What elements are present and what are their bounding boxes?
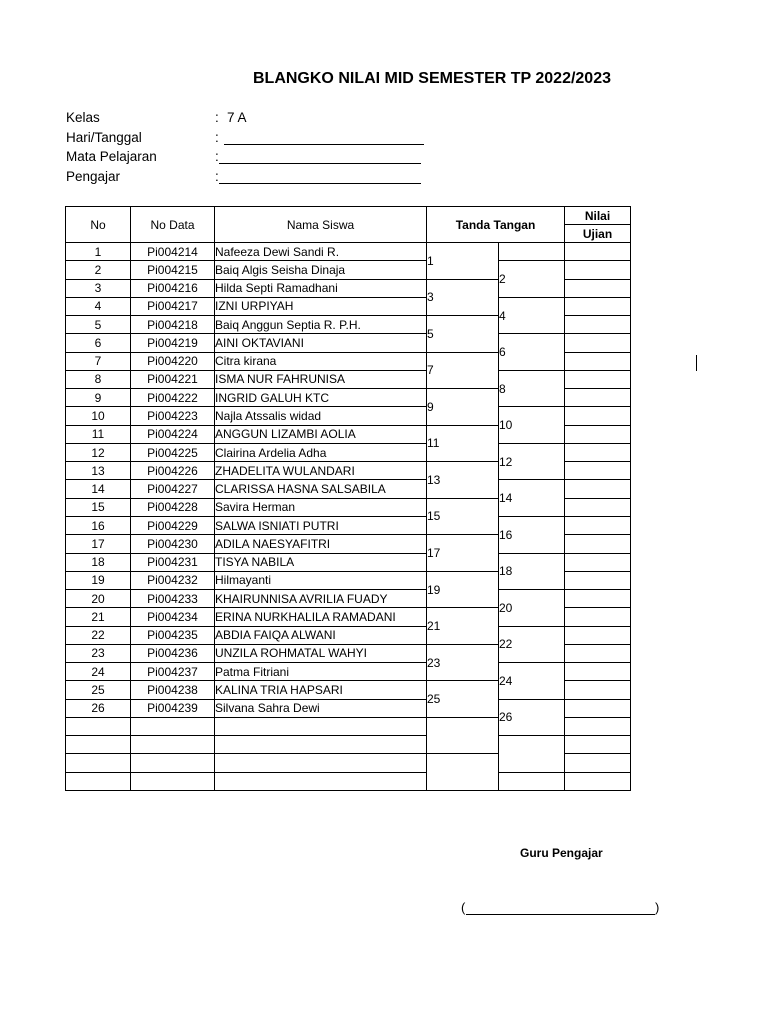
student-name-cell: INGRID GALUH KTC [215, 389, 427, 407]
score-cell [565, 480, 631, 498]
student-name-cell [215, 772, 427, 790]
row-number-cell: 13 [66, 462, 131, 480]
score-cell [565, 516, 631, 534]
score-cell [565, 571, 631, 589]
field-hari-tanggal [0, 130, 768, 146]
student-id-cell: Pi004230 [131, 535, 215, 553]
row-number-cell: 16 [66, 516, 131, 534]
student-id-cell [131, 736, 215, 754]
score-cell [565, 407, 631, 425]
signature-slot-number: 7 [427, 363, 434, 378]
signature-cell-left [427, 498, 499, 535]
signature-slot-number: 17 [427, 546, 441, 561]
signature-slot-number: 22 [499, 637, 513, 652]
table-body [66, 243, 631, 791]
row-number-cell: 6 [66, 334, 131, 352]
signature-cell-right [499, 334, 565, 371]
student-id-cell: Pi004235 [131, 626, 215, 644]
student-id-cell [131, 717, 215, 735]
field-mata-pelajaran [0, 149, 768, 165]
student-id-cell [131, 754, 215, 772]
table-row [66, 626, 631, 644]
row-number-cell: 15 [66, 498, 131, 516]
blank-table-row [66, 772, 631, 790]
score-cell [565, 334, 631, 352]
student-name-cell: ERINA NURKHALILA RAMADANI [215, 608, 427, 626]
signature-cell-right [499, 626, 565, 663]
row-number-cell: 23 [66, 644, 131, 662]
student-id-cell: Pi004233 [131, 590, 215, 608]
student-name-cell: Baiq Algis Seisha Dinaja [215, 261, 427, 279]
student-name-cell: Najla Atssalis widad [215, 407, 427, 425]
text-cursor [696, 355, 697, 371]
signature-slot-number: 19 [427, 582, 441, 597]
blank-fill-line [219, 163, 421, 164]
row-number-cell: 2 [66, 261, 131, 279]
table-row [66, 334, 631, 352]
student-name-cell: SALWA ISNIATI PUTRI [215, 516, 427, 534]
score-cell [565, 462, 631, 480]
signature-cell-right [499, 370, 565, 407]
signature-slot-number: 24 [499, 673, 513, 688]
score-cell [565, 297, 631, 315]
score-cell [565, 425, 631, 443]
row-number-cell: 19 [66, 571, 131, 589]
signature-close-paren: ) [655, 900, 660, 915]
signature-cell-left [427, 352, 499, 389]
student-name-cell: TISYA NABILA [215, 553, 427, 571]
student-id-cell: Pi004226 [131, 462, 215, 480]
student-name-cell: Nafeeza Dewi Sandi R. [215, 243, 427, 261]
signature-slot-number: 16 [499, 527, 513, 542]
row-number-cell: 21 [66, 608, 131, 626]
row-number-cell: 12 [66, 443, 131, 461]
student-name-cell: ZHADELITA WULANDARI [215, 462, 427, 480]
score-cell [565, 370, 631, 388]
score-cell [565, 316, 631, 334]
student-name-cell [215, 736, 427, 754]
student-name-cell: Savira Herman [215, 498, 427, 516]
signature-cell-left [427, 243, 499, 280]
row-number-cell: 10 [66, 407, 131, 425]
score-cell [565, 590, 631, 608]
signature-cell-right [499, 736, 565, 773]
signature-slot-number: 26 [499, 710, 513, 725]
row-number-cell [66, 717, 131, 735]
student-name-cell [215, 754, 427, 772]
student-id-cell: Pi004231 [131, 553, 215, 571]
field-separator: : [215, 110, 219, 125]
score-cell [565, 243, 631, 261]
signer-label: Guru Pengajar [520, 846, 603, 860]
signature-open-paren: ( [461, 900, 466, 915]
signature-cell-left [427, 279, 499, 316]
table-row [66, 699, 631, 717]
row-number-cell: 22 [66, 626, 131, 644]
signature-cell-right [499, 297, 565, 334]
signature-cell-left [427, 644, 499, 681]
field-label: Pengajar [66, 169, 121, 184]
row-number-cell: 26 [66, 699, 131, 717]
field-pengajar [0, 169, 768, 185]
table-row [66, 407, 631, 425]
field-label: Hari/Tanggal [66, 130, 142, 145]
signature-slot-number: 10 [499, 418, 513, 433]
score-cell [565, 681, 631, 699]
field-label: Kelas [66, 110, 100, 125]
signature-cell-left [427, 316, 499, 353]
signature-cell-left [427, 425, 499, 462]
score-cell [565, 717, 631, 735]
signature-cell-left [427, 462, 499, 499]
row-number-cell: 3 [66, 279, 131, 297]
student-name-cell: AINI OKTAVIANI [215, 334, 427, 352]
column-header-nama-siswa: Nama Siswa [215, 207, 427, 243]
field-label: Mata Pelajaran [66, 149, 157, 164]
student-id-cell: Pi004229 [131, 516, 215, 534]
signature-slot-number: 11 [427, 436, 440, 451]
table-row [66, 297, 631, 315]
signature-slot-number: 2 [499, 272, 506, 287]
student-name-cell: ISMA NUR FAHRUNISA [215, 370, 427, 388]
student-name-cell: KHAIRUNNISA AVRILIA FUADY [215, 590, 427, 608]
score-cell [565, 443, 631, 461]
score-cell [565, 644, 631, 662]
score-cell [565, 535, 631, 553]
field-value: 7 A [227, 110, 247, 125]
row-number-cell: 18 [66, 553, 131, 571]
student-id-cell: Pi004232 [131, 571, 215, 589]
student-id-cell: Pi004236 [131, 644, 215, 662]
student-name-cell [215, 717, 427, 735]
student-name-cell: IZNI URPIYAH [215, 297, 427, 315]
row-number-cell [66, 772, 131, 790]
row-number-cell: 20 [66, 590, 131, 608]
table-row [66, 261, 631, 279]
signature-cell-right [499, 516, 565, 553]
document-title: BLANGKO NILAI MID SEMESTER TP 2022/2023 [252, 70, 611, 87]
row-number-cell [66, 736, 131, 754]
signature-cell-right [499, 553, 565, 590]
column-header-tanda-tangan: Tanda Tangan [427, 207, 565, 243]
student-name-cell: Baiq Anggun Septia R. P.H. [215, 316, 427, 334]
signature-cell-right [499, 261, 565, 298]
signature-cell-right [499, 480, 565, 517]
student-name-cell: Clairina Ardelia Adha [215, 443, 427, 461]
signature-slot-number: 9 [427, 399, 434, 414]
student-name-cell: ADILA NAESYAFITRI [215, 535, 427, 553]
student-name-cell: Citra kirana [215, 352, 427, 370]
signature-slot-number: 4 [499, 308, 506, 323]
signature-cell-left [427, 681, 499, 718]
student-id-cell: Pi004238 [131, 681, 215, 699]
signature-cell-right [499, 590, 565, 627]
signature-cell-right [499, 407, 565, 444]
student-id-cell [131, 772, 215, 790]
column-header-nilai: Nilai [565, 207, 631, 225]
student-name-cell: KALINA TRIA HAPSARI [215, 681, 427, 699]
score-cell [565, 389, 631, 407]
student-id-cell: Pi004214 [131, 243, 215, 261]
signature-slot-number: 13 [427, 472, 441, 487]
signature-cell-left [427, 571, 499, 608]
signature-cell-right [499, 699, 565, 736]
signature-cell-right [499, 772, 565, 790]
table-row [66, 443, 631, 461]
student-id-cell: Pi004218 [131, 316, 215, 334]
signature-slot-number: 20 [499, 600, 513, 615]
student-name-cell: Hilda Septi Ramadhani [215, 279, 427, 297]
score-cell [565, 608, 631, 626]
row-number-cell: 7 [66, 352, 131, 370]
student-id-cell: Pi004225 [131, 443, 215, 461]
score-cell [565, 498, 631, 516]
score-cell [565, 736, 631, 754]
student-name-cell: ANGGUN LIZAMBI AOLIA [215, 425, 427, 443]
score-cell [565, 663, 631, 681]
signature-cell-left [427, 389, 499, 426]
student-id-cell: Pi004216 [131, 279, 215, 297]
signature-cell-left [427, 535, 499, 572]
grade-table [65, 206, 631, 791]
signature-slot-number: 21 [427, 619, 441, 634]
signature-slot-number: 25 [427, 692, 441, 707]
row-number-cell: 5 [66, 316, 131, 334]
signature-slot-number: 6 [499, 345, 506, 360]
signature-slot-number: 18 [499, 564, 513, 579]
signature-slot-number: 1 [427, 253, 434, 268]
score-cell [565, 772, 631, 790]
signature-cell-left [427, 754, 499, 791]
student-id-cell: Pi004239 [131, 699, 215, 717]
signature-slot-number: 12 [499, 454, 513, 469]
student-name-cell: UNZILA ROHMATAL WAHYI [215, 644, 427, 662]
signature-slot-number: 23 [427, 655, 441, 670]
score-cell [565, 553, 631, 571]
table-row [66, 663, 631, 681]
column-header-ujian: Ujian [565, 225, 631, 243]
student-name-cell: Hilmayanti [215, 571, 427, 589]
signature-cell-left [427, 717, 499, 754]
table-row [66, 590, 631, 608]
signature-slot-number: 14 [499, 491, 513, 506]
row-number-cell: 25 [66, 681, 131, 699]
field-separator: : [215, 149, 219, 164]
table-row [66, 480, 631, 498]
score-cell [565, 626, 631, 644]
row-number-cell: 4 [66, 297, 131, 315]
row-number-cell: 24 [66, 663, 131, 681]
signature-slot-number: 5 [427, 326, 434, 341]
student-id-cell: Pi004222 [131, 389, 215, 407]
student-name-cell: Patma Fitriani [215, 663, 427, 681]
row-number-cell: 1 [66, 243, 131, 261]
student-id-cell: Pi004228 [131, 498, 215, 516]
row-number-cell: 11 [66, 425, 131, 443]
student-id-cell: Pi004237 [131, 663, 215, 681]
student-id-cell: Pi004220 [131, 352, 215, 370]
student-name-cell: ABDIA FAIQA ALWANI [215, 626, 427, 644]
column-header-no-data: No Data [131, 207, 215, 243]
score-cell [565, 754, 631, 772]
student-id-cell: Pi004221 [131, 370, 215, 388]
score-cell [565, 261, 631, 279]
student-id-cell: Pi004227 [131, 480, 215, 498]
row-number-cell [66, 754, 131, 772]
student-name-cell: CLARISSA HASNA SALSABILA [215, 480, 427, 498]
signature-cell-right [499, 443, 565, 480]
blank-table-row [66, 736, 631, 754]
student-id-cell: Pi004219 [131, 334, 215, 352]
signature-cell-right [499, 243, 565, 261]
row-number-cell: 9 [66, 389, 131, 407]
signature-slot-number: 15 [427, 509, 441, 524]
row-number-cell: 17 [66, 535, 131, 553]
field-separator: : [215, 169, 219, 184]
score-cell [565, 279, 631, 297]
column-header-no: No [66, 207, 131, 243]
row-number-cell: 8 [66, 370, 131, 388]
table-header-row [66, 207, 631, 225]
signature-slot-number: 8 [499, 381, 506, 396]
blank-fill-line [219, 183, 421, 184]
student-id-cell: Pi004215 [131, 261, 215, 279]
score-cell [565, 352, 631, 370]
field-kelas [0, 110, 768, 126]
table-row [66, 553, 631, 571]
signature-cell-right [499, 663, 565, 700]
student-id-cell: Pi004223 [131, 407, 215, 425]
table-row [66, 243, 631, 261]
blank-fill-line [224, 144, 424, 145]
student-id-cell: Pi004224 [131, 425, 215, 443]
score-cell [565, 699, 631, 717]
student-name-cell: Silvana Sahra Dewi [215, 699, 427, 717]
signature-cell-left [427, 608, 499, 645]
signature-line [466, 914, 655, 915]
table-row [66, 370, 631, 388]
row-number-cell: 14 [66, 480, 131, 498]
student-id-cell: Pi004234 [131, 608, 215, 626]
student-id-cell: Pi004217 [131, 297, 215, 315]
table-row [66, 516, 631, 534]
field-separator: : [215, 130, 219, 145]
signature-slot-number: 3 [427, 290, 434, 305]
